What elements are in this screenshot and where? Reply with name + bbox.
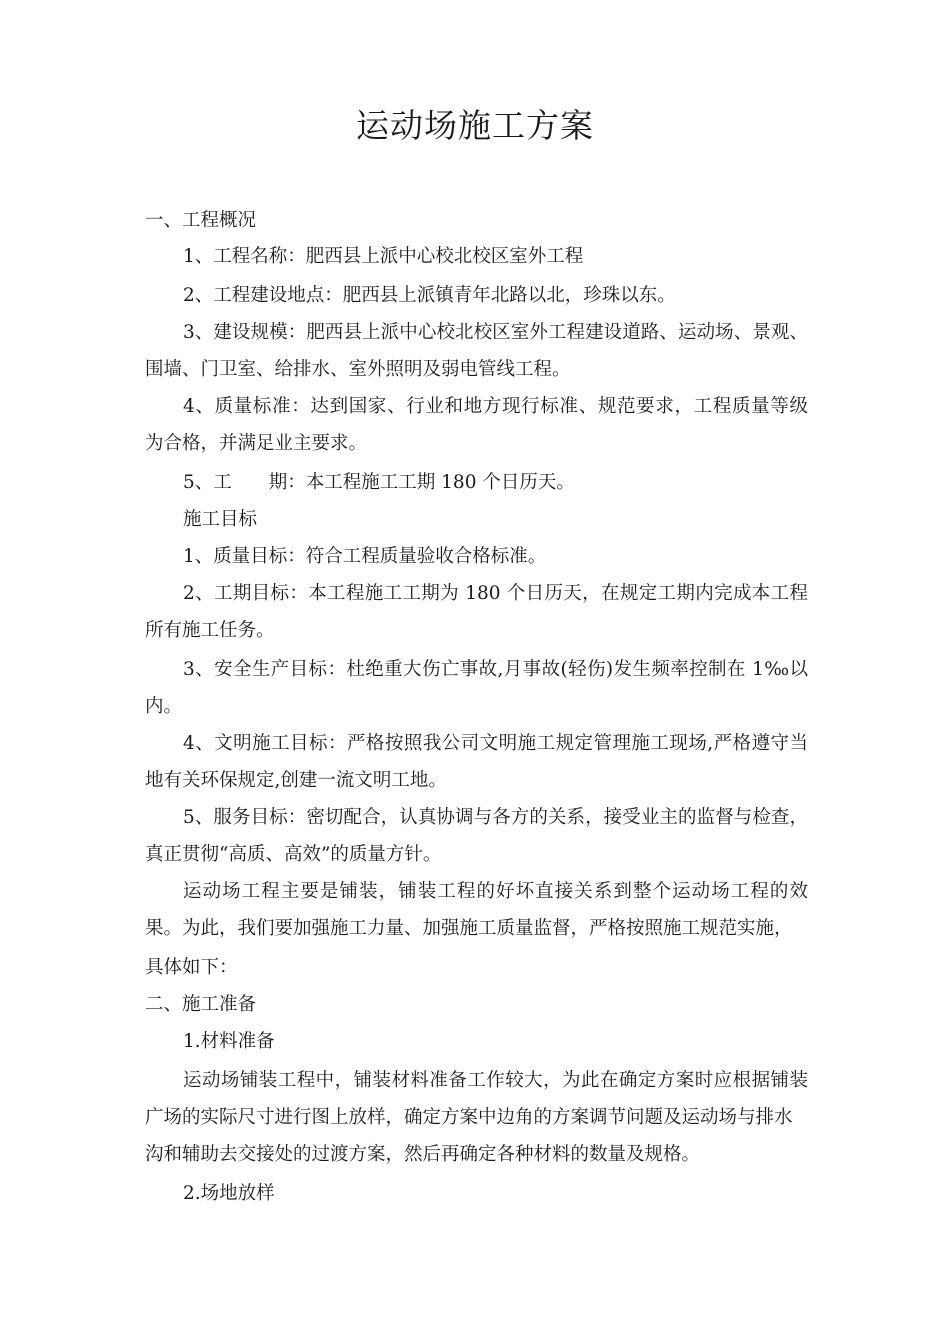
section-heading-overview: 一、工程概况: [145, 210, 257, 231]
paragraph-line: 1、质量目标：符合工程质量验收合格标准。: [183, 546, 547, 567]
paragraph-line: 所有施工任务。: [145, 620, 275, 641]
paragraph-line: 为合格，并满足业主要求。: [145, 433, 368, 454]
paragraph-line: 地有关环保规定,创建一流文明工地。: [145, 770, 447, 791]
paragraph-line: 果。为此，我们要加强施工力量、加强施工质量监督，严格按照施工规范实施，: [145, 918, 793, 939]
section-heading-preparation: 二、施工准备: [145, 994, 257, 1015]
paragraph-line: 2、工程建设地点：肥西县上派镇青年北路以北，珍珠以东。: [183, 285, 676, 306]
page-title: 运动场施工方案: [356, 106, 594, 145]
paragraph-line: 1、工程名称：肥西县上派中心校北校区室外工程: [183, 246, 584, 267]
paragraph-line: 真正贯彻“高质、高效”的质量方针。: [145, 844, 442, 865]
paragraph-line: 4、质量标准：达到国家、行业和地方现行标准、规范要求，工程质量等级: [183, 396, 808, 417]
paragraph-line: 2、工期目标：本工程施工工期为 180 个日历天，在规定工期内完成本工程: [183, 583, 808, 604]
paragraph-line: 5、服务目标：密切配合，认真协调与各方的关系，接受业主的监督与检查，: [183, 807, 808, 828]
subheading-site-layout: 2.场地放样: [183, 1183, 275, 1204]
paragraph-line: 5、工 期：本工程施工工期 180 个日历天。: [183, 472, 575, 493]
paragraph-line: 内。: [145, 696, 183, 717]
paragraph-line: 具体如下：: [145, 957, 238, 978]
paragraph-line: 3、安全生产目标：杜绝重大伤亡事故,月事故(轻伤)发生频率控制在 1‰以: [183, 659, 808, 680]
paragraph-line: 4、文明施工目标：严格按照我公司文明施工规定管理施工现场,严格遵守当: [183, 733, 808, 754]
paragraph-line: 运动场铺装工程中，铺装材料准备工作较大，为此在确定方案时应根据铺装: [183, 1070, 808, 1091]
subheading-construction-goals: 施工目标: [183, 509, 258, 530]
subheading-material-preparation: 1.材料准备: [183, 1031, 275, 1052]
paragraph-line: 围墙、门卫室、给排水、室外照明及弱电管线工程。: [145, 359, 571, 380]
paragraph-line: 广场的实际尺寸进行图上放样，确定方案中边角的方案调节问题及运动场与排水: [145, 1107, 793, 1128]
paragraph-line: 运动场工程主要是铺装，铺装工程的好坏直接关系到整个运动场工程的效: [183, 881, 808, 902]
paragraph-line: 3、建设规模：肥西县上派中心校北校区室外工程建设道路、运动场、景观、: [183, 322, 808, 343]
paragraph-line: 沟和辅助去交接处的过渡方案，然后再确定各种材料的数量及规格。: [145, 1144, 701, 1165]
